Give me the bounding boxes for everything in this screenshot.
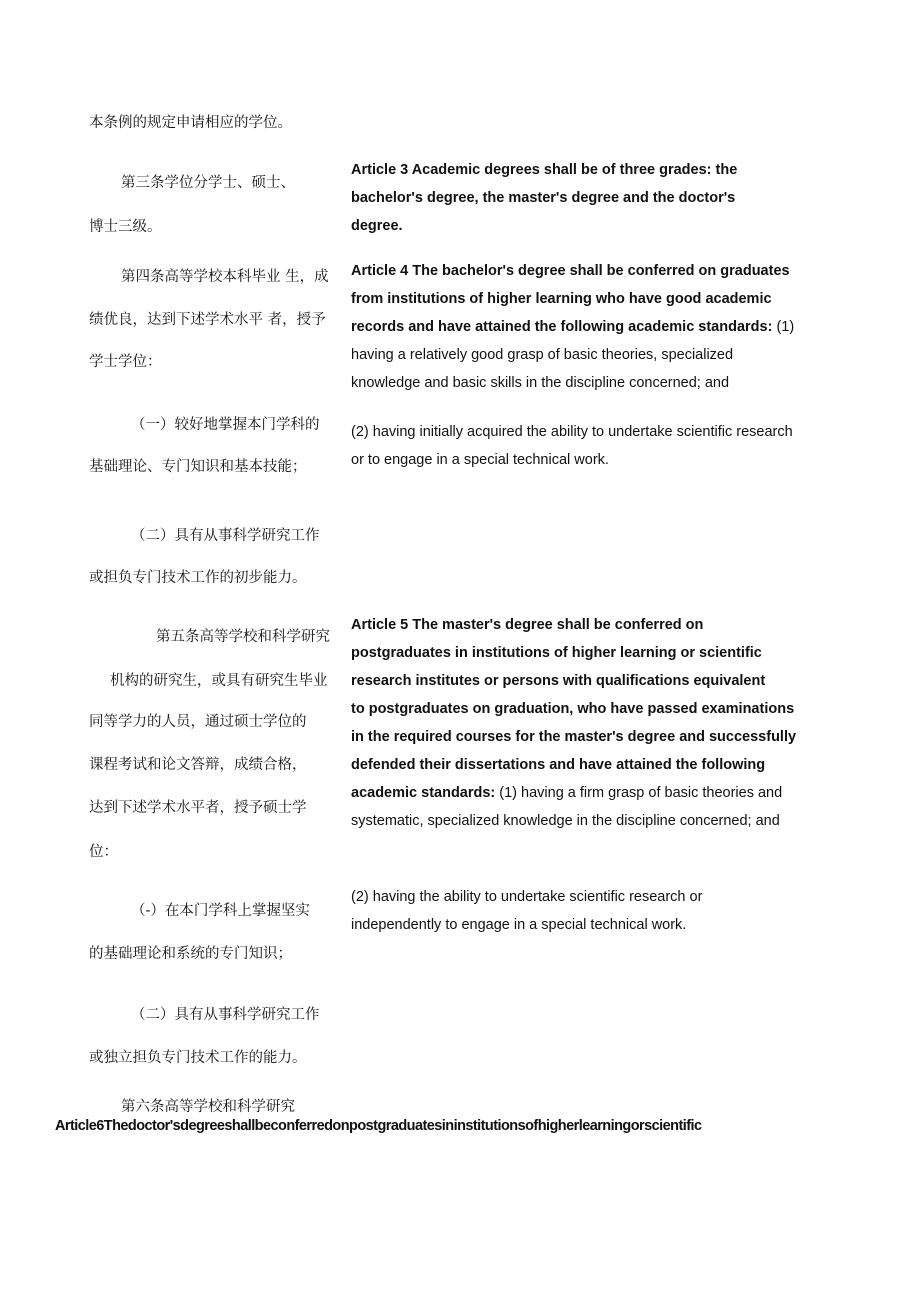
zh-article-5-line-4: 课程考试和论文答辩，成绩合格， [89, 757, 307, 773]
en-article-5-line-7 [351, 779, 796, 807]
en-article-3-line-2: bachelor's degree, the master's degree and the doctor's [351, 190, 736, 206]
en-article-4-line-4: having a relatively good grasp of basic theories, specialized [351, 347, 734, 363]
zh-article-5-line-2: 机构的研究生，或具有研究生毕业 [110, 673, 328, 689]
zh-article-4-item-2-line-1: （二）具有从事科学研究工作 [131, 528, 320, 544]
en-article-5-line-1: Article 5 The master's degree shall be conferred on [351, 617, 704, 633]
zh-article-4-item-1-line-1: （一）较好地掌握本门学科的 [131, 417, 320, 433]
zh-article-5-item-1-line-1: （-）在本门学科上掌握坚实 [131, 903, 310, 919]
en-article-5 [351, 611, 796, 835]
en-article-4-line-5: knowledge and basic skills in the discipline concerned; and [351, 375, 730, 391]
zh-article-5-item-2-line-2: 或独立担负专门技术工作的能力。 [89, 1050, 307, 1066]
en-article-5-item-2-line-2: independently to engage in a special technical work. [351, 917, 687, 933]
en-article-5-line-8: systematic, specialized knowledge in the discipline concerned; and [351, 813, 780, 829]
en-article-5-item-1-start: (1) having a firm grasp of basic theories and [495, 785, 783, 801]
en-article-6-line-1: Article6Thedoctor'sdegreeshallbeconferredonpostgraduatesininstitutionsofhigherlearningorscientific [55, 1118, 702, 1134]
en-article-4-item-2-line-2: or to engage in a special technical work. [351, 452, 609, 468]
en-article-4-item-2 [351, 418, 793, 474]
en-article-3 [351, 156, 737, 240]
en-article-4-line-1: Article 4 The bachelor's degree shall be conferred on graduates [351, 263, 790, 279]
en-article-5-line-5: in the required courses for the master's degree and successfully [351, 729, 797, 745]
zh-article-5-line-1: 第五条高等学校和科学研究 [156, 629, 330, 645]
zh-article-5-line-5: 达到下述学术水平者，授予硕士学 [89, 800, 307, 816]
zh-article-4-line-2: 绩优良，达到下述学术水平 者，授予 [89, 312, 326, 328]
zh-article-6-line-1: 第六条高等学校和科学研究 [121, 1099, 295, 1115]
zh-article-4-line-1: 第四条高等学校本科毕业 生，成 [121, 269, 329, 285]
en-article-4 [351, 257, 794, 397]
en-article-5-line-2: postgraduates in institutions of higher learning or scientific [351, 645, 762, 661]
en-article-4-standards-label: records and have attained the following academic standards: [351, 319, 773, 335]
en-article-4-item-1-marker: (1) [772, 319, 795, 335]
zh-article-5-line-6: 位： [89, 844, 118, 860]
zh-article-3-line-1: 第三条学位分学士、硕士、 [121, 175, 295, 191]
en-article-4-line-3 [351, 313, 794, 341]
en-article-5-item-2 [351, 883, 702, 939]
en-article-5-line-6: defended their dissertations and have attained the following [351, 757, 766, 773]
en-article-5-line-4: to postgraduates on graduation, who have passed examinations [351, 701, 795, 717]
en-article-5-item-2-line-1: (2) having the ability to undertake scientific research or [351, 889, 703, 905]
zh-article-3-line-2: 博士三级。 [89, 219, 162, 235]
en-article-3-line-3: degree. [351, 218, 403, 234]
en-article-5-line-3: research institutes or persons with qualifications equivalent [351, 673, 766, 689]
en-article-4-item-2-line-1: (2) having initially acquired the ability to undertake scientific research [351, 424, 793, 440]
zh-article-4-item-2-line-2: 或担负专门技术工作的初步能力。 [89, 570, 307, 586]
zh-article-5-item-2-line-1: （二）具有从事科学研究工作 [131, 1007, 320, 1023]
zh-article-4-line-3: 学士学位： [89, 354, 162, 370]
en-article-3-line-1: Article 3 Academic degrees shall be of three grades: the [351, 162, 738, 178]
zh-paragraph-intro: 本条例的规定申请相应的学位。 [89, 115, 292, 131]
en-article-4-line-2: from institutions of higher learning who have good academic [351, 291, 772, 307]
zh-article-5-line-3: 同等学力的人员，通过硕士学位的 [89, 714, 307, 730]
zh-article-4-item-1-line-2: 基础理论、专门知识和基本技能； [89, 459, 307, 475]
zh-article-5-item-1-line-2: 的基础理论和系统的专门知识； [89, 946, 292, 962]
en-article-5-standards-label: academic standards: [351, 785, 496, 801]
